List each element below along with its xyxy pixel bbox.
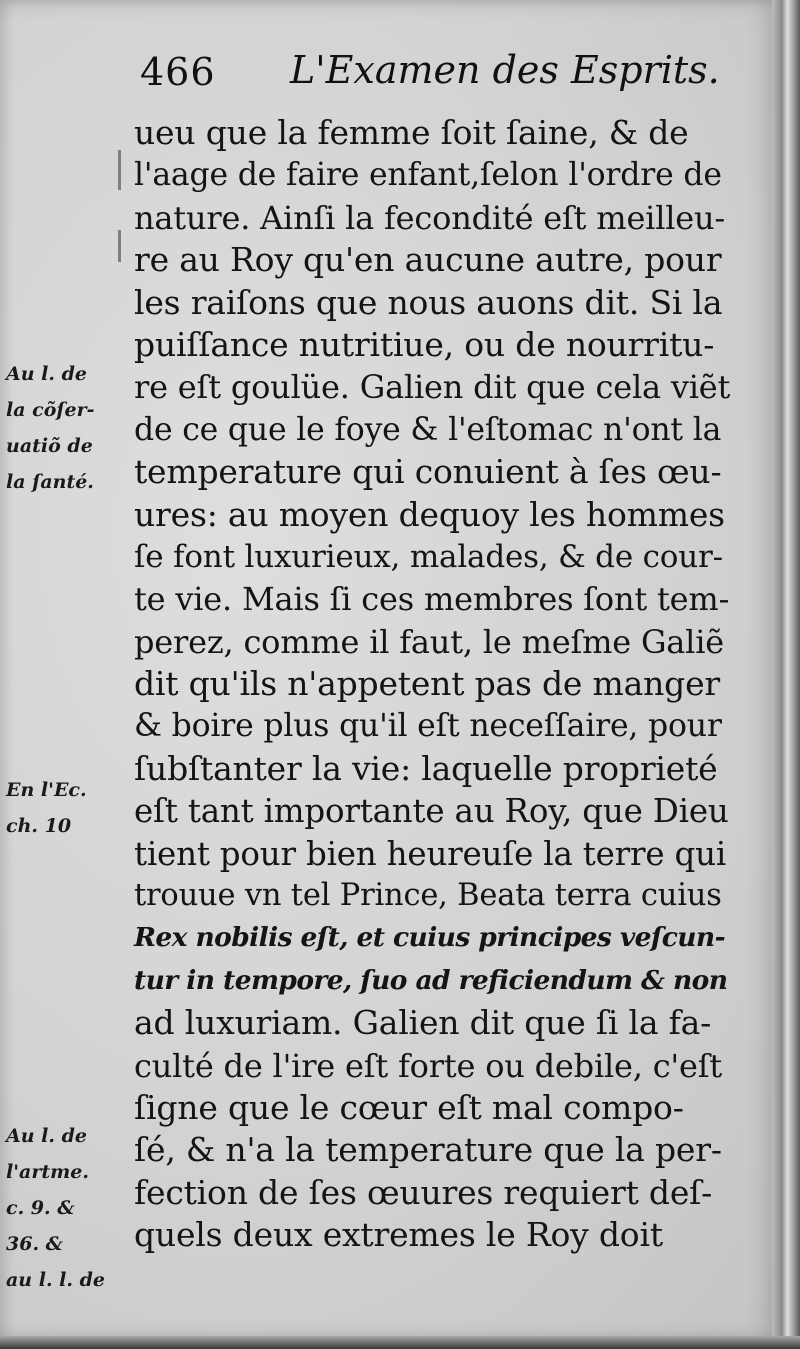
page-header [140,48,720,110]
text-line: eſt tant importante au Roy, que Dieu [134,792,729,831]
text-line: tur in tempore, ſuo ad reficiendum & non [134,964,728,996]
text-line: dit qu'ils n'appetent pas de manger [134,664,721,704]
text-line: culté de l'ire eſt forte ou debile, c'eſt [134,1046,723,1085]
text-line: Rex nobilis eſt, et cuius principes veſcun- [134,922,725,954]
text-line: ueu que la femme ſoit ſaine, & de [134,113,689,152]
text-line: te vie. Mais ſi ces membres ſont tem- [134,580,730,619]
text-line: l'aage de faire enfant,ſelon l'ordre de [134,157,722,194]
text-line: ſubſtanter la vie: laquelle proprieté [134,748,718,788]
margin-note-line: Au l. de [6,363,87,385]
margin-note-line: la ſanté. [6,471,94,493]
text-line: quels deux extremes le Roy doit [134,1215,663,1255]
margin-tick-mark [118,230,121,262]
text-line: ſigne que le cœur eſt mal compo- [134,1087,684,1127]
margin-note-line: 36. & [6,1233,63,1255]
page-bottom-edge [0,1336,800,1349]
margin-note [6,1118,130,1298]
text-line: temperature qui conuient à ſes œu- [134,452,722,492]
text-line: ſé, & n'a la temperature que la per- [134,1130,722,1170]
text-line: trouue vn tel Prince, Beata terra cuius [134,878,722,914]
margin-note-line: uatiõ de [6,435,93,457]
text-line: re eſt goulüe. Galien dit que cela viẽt [134,368,731,407]
text-line: nature. Ainſi la fecondité eſt meilleu- [134,198,726,237]
margin-note-line: l'artme. [6,1161,89,1183]
body-text [134,112,734,1257]
margin-note-line: ch. 10 [6,815,72,837]
margin-note-line: au l. l. de [6,1269,106,1291]
text-line: perez, comme il faut, le meſme Galiẽ [134,622,724,661]
text-line: ures: au moyen dequoy les hommes [134,494,725,534]
page-number: 466 [140,50,216,94]
text-line: re au Roy qu'en aucune autre, pour [134,240,722,280]
margin-note [6,772,130,844]
running-title: L'Examen des Esprits. [290,48,720,92]
margin-note [6,356,130,500]
margin-note-line: la cõſer- [6,399,95,421]
text-line: ad luxuriam. Galien dit que ſi la fa- [134,1003,712,1043]
text-line: de ce que le foye & l'eſtomac n'ont la [134,411,722,448]
text-line: ſe font luxurieux, malades, & de cour- [134,538,723,575]
text-line: & boire plus qu'il eſt neceſſaire, pour [134,708,722,745]
margin-note-line: c. 9. & [6,1197,75,1219]
page-edge-shadow [772,0,800,1349]
text-line: fection de ſes œuures requiert deſ- [134,1172,713,1212]
text-line: les raiſons que nous auons dit. Si la [134,282,723,322]
margin-note-line: Au l. de [6,1125,87,1147]
margin-tick-mark [118,150,121,190]
text-line: tient pour bien heureuſe la terre qui [134,834,727,873]
margin-note-line: En l'Ec. [6,779,87,801]
text-line: puiſſance nutritiue, ou de nourritu- [134,324,715,364]
